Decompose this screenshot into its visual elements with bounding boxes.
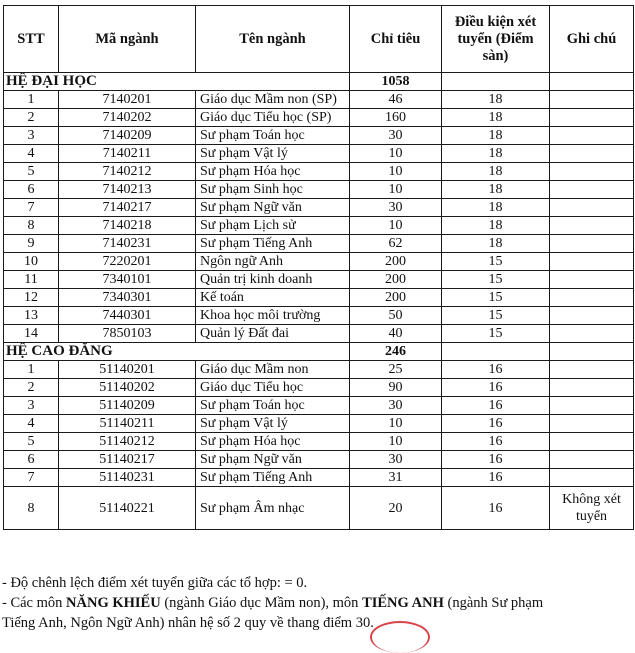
- table-row: [4, 415, 634, 433]
- cell-stt: 14: [4, 325, 59, 343]
- cell-stt: 3: [4, 127, 59, 145]
- empty-cell: [442, 73, 550, 91]
- cell-quota: 30: [350, 199, 442, 217]
- cell-note: [550, 253, 634, 271]
- cell-note: [550, 415, 634, 433]
- cell-code: 7140213: [59, 181, 196, 199]
- footnote-2-text: (ngành Giáo dục Mầm non), môn: [160, 595, 363, 611]
- cell-stt: 12: [4, 289, 59, 307]
- header-condition: Điều kiện xét tuyển (Điểm sàn): [442, 6, 550, 73]
- cell-code: 7140201: [59, 91, 196, 109]
- cell-score: 18: [442, 127, 550, 145]
- cell-name: Sư phạm Vật lý: [196, 145, 350, 163]
- cell-quota: 10: [350, 433, 442, 451]
- table-row: [4, 307, 634, 325]
- footnotes: [2, 573, 632, 633]
- cell-stt: 5: [4, 163, 59, 181]
- cell-name: Giáo dục Tiểu học (SP): [196, 109, 350, 127]
- admission-table: [3, 5, 634, 530]
- cell-score: 18: [442, 109, 550, 127]
- table-row: [4, 217, 634, 235]
- cell-stt: 2: [4, 109, 59, 127]
- cell-score: 15: [442, 271, 550, 289]
- cell-note: [550, 469, 634, 487]
- cell-name: Sư phạm Ngữ văn: [196, 199, 350, 217]
- cell-code: 7140231: [59, 235, 196, 253]
- cell-note: [550, 199, 634, 217]
- cell-code: 51140202: [59, 379, 196, 397]
- table-row: [4, 253, 634, 271]
- table-row: [4, 361, 634, 379]
- cell-score: 15: [442, 253, 550, 271]
- table-row: [4, 163, 634, 181]
- table-row: [4, 109, 634, 127]
- cell-name: Kế toán: [196, 289, 350, 307]
- cell-note: [550, 361, 634, 379]
- cell-note: [550, 451, 634, 469]
- cell-note: [550, 145, 634, 163]
- cell-note: [550, 433, 634, 451]
- empty-cell: [550, 343, 634, 361]
- cell-code: 51140209: [59, 397, 196, 415]
- cell-quota: 10: [350, 415, 442, 433]
- cell-quota: 25: [350, 361, 442, 379]
- cell-stt: 5: [4, 433, 59, 451]
- cell-note: [550, 325, 634, 343]
- table-row: [4, 451, 634, 469]
- cell-score: 18: [442, 163, 550, 181]
- cell-stt: 11: [4, 271, 59, 289]
- section-row: [4, 73, 634, 91]
- table-row: [4, 127, 634, 145]
- cell-name: Giáo dục Tiểu học: [196, 379, 350, 397]
- cell-note: [550, 181, 634, 199]
- cell-note: [550, 109, 634, 127]
- cell-quota: 62: [350, 235, 442, 253]
- cell-name: Sư phạm Toán học: [196, 397, 350, 415]
- cell-note: [550, 163, 634, 181]
- cell-code: 7220201: [59, 253, 196, 271]
- cell-note: [550, 235, 634, 253]
- cell-name: Sư phạm Hóa học: [196, 433, 350, 451]
- cell-note: [550, 397, 634, 415]
- cell-name: Sư phạm Sinh học: [196, 181, 350, 199]
- cell-score: 16: [442, 451, 550, 469]
- cell-name: Quản trị kinh doanh: [196, 271, 350, 289]
- cell-name: Sư phạm Tiếng Anh: [196, 469, 350, 487]
- cell-name: Giáo dục Mầm non: [196, 361, 350, 379]
- cell-quota: 10: [350, 181, 442, 199]
- empty-cell: [550, 73, 634, 91]
- footnote-1: - Độ chênh lệch điểm xét tuyển giữa các tổ hợp: = 0.: [2, 575, 308, 591]
- cell-score: 18: [442, 217, 550, 235]
- cell-quota: 200: [350, 271, 442, 289]
- cell-quota: 50: [350, 307, 442, 325]
- cell-stt: 6: [4, 451, 59, 469]
- cell-score: 18: [442, 235, 550, 253]
- cell-name: Sư phạm Hóa học: [196, 163, 350, 181]
- table-row: [4, 271, 634, 289]
- footnote-2-text: - Các môn: [2, 595, 67, 611]
- cell-note: [550, 289, 634, 307]
- empty-cell: [442, 343, 550, 361]
- cell-score: 18: [442, 91, 550, 109]
- cell-code: 51140201: [59, 361, 196, 379]
- table-row: [4, 235, 634, 253]
- cell-name: Khoa học môi trường: [196, 307, 350, 325]
- table-row: [4, 181, 634, 199]
- cell-code: 7850103: [59, 325, 196, 343]
- cell-quota: 10: [350, 217, 442, 235]
- red-seal-stamp: [370, 621, 430, 653]
- cell-score: 16: [442, 487, 550, 530]
- header-name: Tên ngành: [196, 6, 350, 73]
- cell-score: 16: [442, 433, 550, 451]
- cell-quota: 200: [350, 289, 442, 307]
- cell-stt: 8: [4, 217, 59, 235]
- cell-code: 51140211: [59, 415, 196, 433]
- cell-stt: 7: [4, 469, 59, 487]
- cell-stt: 1: [4, 91, 59, 109]
- header-quota: Chỉ tiêu: [350, 6, 442, 73]
- header-stt: STT: [4, 6, 59, 73]
- section-total: 246: [350, 343, 442, 361]
- cell-code: 7140217: [59, 199, 196, 217]
- cell-name: Sư phạm Lịch sử: [196, 217, 350, 235]
- cell-note: Không xét tuyển: [550, 487, 634, 530]
- table-row: [4, 379, 634, 397]
- table-row: [4, 433, 634, 451]
- cell-stt: 1: [4, 361, 59, 379]
- cell-stt: 8: [4, 487, 59, 530]
- cell-name: Sư phạm Tiếng Anh: [196, 235, 350, 253]
- cell-score: 16: [442, 469, 550, 487]
- cell-quota: 10: [350, 163, 442, 181]
- table-row: [4, 289, 634, 307]
- cell-quota: 31: [350, 469, 442, 487]
- cell-name: Quản lý Đất đai: [196, 325, 350, 343]
- footnote-2-bold: NĂNG KHIẾU: [66, 595, 161, 611]
- table-row: [4, 325, 634, 343]
- cell-score: 18: [442, 145, 550, 163]
- cell-quota: 90: [350, 379, 442, 397]
- cell-note: [550, 217, 634, 235]
- cell-note: [550, 271, 634, 289]
- cell-code: 7340301: [59, 289, 196, 307]
- cell-note: [550, 127, 634, 145]
- cell-code: 7340101: [59, 271, 196, 289]
- section-title: HỆ ĐẠI HỌC: [4, 73, 350, 91]
- cell-quota: 160: [350, 109, 442, 127]
- cell-stt: 4: [4, 145, 59, 163]
- header-code: Mã ngành: [59, 6, 196, 73]
- cell-code: 7140211: [59, 145, 196, 163]
- cell-stt: 10: [4, 253, 59, 271]
- cell-code: 7440301: [59, 307, 196, 325]
- table-row: [4, 397, 634, 415]
- cell-code: 51140217: [59, 451, 196, 469]
- cell-score: 15: [442, 307, 550, 325]
- section-title: HỆ CAO ĐẲNG: [4, 343, 350, 361]
- table-row: [4, 199, 634, 217]
- cell-code: 7140209: [59, 127, 196, 145]
- cell-name: Sư phạm Vật lý: [196, 415, 350, 433]
- cell-quota: 40: [350, 325, 442, 343]
- cell-score: 15: [442, 325, 550, 343]
- cell-code: 7140218: [59, 217, 196, 235]
- header-row: [4, 6, 634, 73]
- cell-name: Ngôn ngữ Anh: [196, 253, 350, 271]
- table-row: [4, 469, 634, 487]
- cell-quota: 200: [350, 253, 442, 271]
- cell-score: 16: [442, 379, 550, 397]
- cell-score: 18: [442, 181, 550, 199]
- cell-code: 7140212: [59, 163, 196, 181]
- cell-name: Sư phạm Toán học: [196, 127, 350, 145]
- cell-quota: 30: [350, 451, 442, 469]
- header-note: Ghi chú: [550, 6, 634, 73]
- cell-score: 15: [442, 289, 550, 307]
- table-body: [4, 73, 634, 530]
- cell-name: Giáo dục Mầm non (SP): [196, 91, 350, 109]
- table-row: [4, 145, 634, 163]
- cell-stt: 7: [4, 199, 59, 217]
- cell-code: 51140231: [59, 469, 196, 487]
- cell-score: 16: [442, 415, 550, 433]
- cell-quota: 30: [350, 397, 442, 415]
- cell-stt: 6: [4, 181, 59, 199]
- cell-note: [550, 307, 634, 325]
- cell-note: [550, 91, 634, 109]
- cell-stt: 9: [4, 235, 59, 253]
- cell-code: 51140221: [59, 487, 196, 530]
- cell-name: Sư phạm Ngữ văn: [196, 451, 350, 469]
- cell-score: 16: [442, 361, 550, 379]
- cell-quota: 20: [350, 487, 442, 530]
- cell-note: [550, 379, 634, 397]
- cell-code: 51140212: [59, 433, 196, 451]
- cell-stt: 3: [4, 397, 59, 415]
- table-row: [4, 487, 634, 530]
- cell-code: 7140202: [59, 109, 196, 127]
- cell-score: 16: [442, 397, 550, 415]
- footnote-2-text: (ngành Sư phạm: [443, 595, 544, 611]
- cell-name: Sư phạm Âm nhạc: [196, 487, 350, 530]
- footnote-2: [2, 593, 632, 613]
- cell-score: 18: [442, 199, 550, 217]
- section-row: [4, 343, 634, 361]
- cell-quota: 10: [350, 145, 442, 163]
- footnote-3: Tiếng Anh, Ngôn Ngữ Anh) nhân hệ số 2 quy về thang điểm 30.: [2, 615, 374, 631]
- cell-stt: 13: [4, 307, 59, 325]
- cell-stt: 4: [4, 415, 59, 433]
- footnote-2-bold: TIẾNG ANH: [362, 595, 444, 611]
- cell-stt: 2: [4, 379, 59, 397]
- cell-quota: 30: [350, 127, 442, 145]
- table-row: [4, 91, 634, 109]
- section-total: 1058: [350, 73, 442, 91]
- cell-quota: 46: [350, 91, 442, 109]
